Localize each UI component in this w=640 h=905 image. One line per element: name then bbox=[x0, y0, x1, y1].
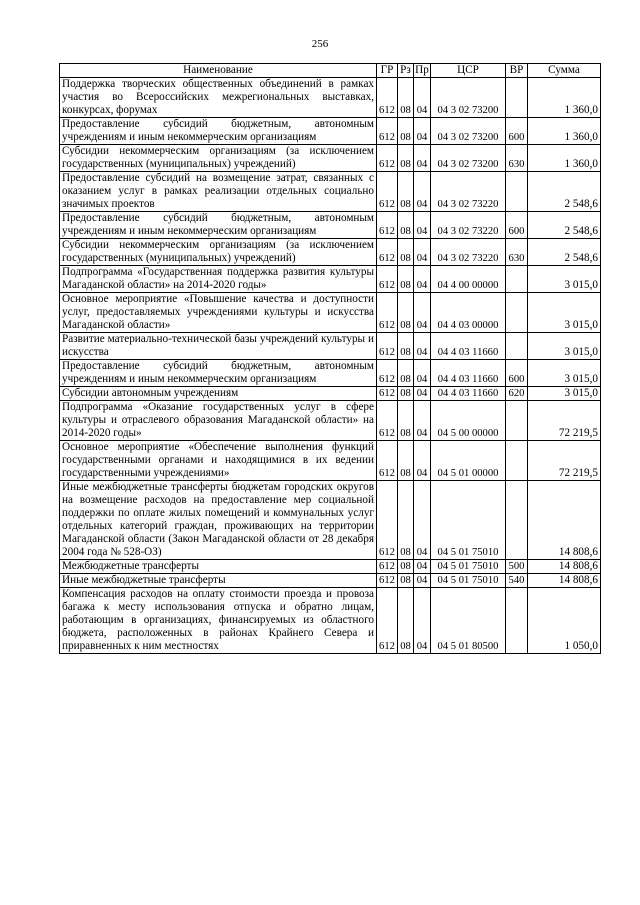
row-csr: 04 3 02 73200 bbox=[431, 145, 506, 172]
row-gr: 612 bbox=[377, 560, 398, 574]
row-vr bbox=[506, 588, 528, 654]
row-vr bbox=[506, 293, 528, 333]
table-row bbox=[60, 293, 601, 333]
table-row bbox=[60, 387, 601, 401]
row-vr: 600 bbox=[506, 212, 528, 239]
table-row bbox=[60, 574, 601, 588]
table-row bbox=[60, 588, 601, 654]
row-vr: 630 bbox=[506, 239, 528, 266]
row-vr bbox=[506, 401, 528, 441]
page-number: 256 bbox=[311, 38, 329, 50]
row-rz: 08 bbox=[398, 387, 414, 401]
row-sum: 14 808,6 bbox=[528, 560, 601, 574]
row-csr: 04 5 01 00000 bbox=[431, 441, 506, 481]
table-row bbox=[60, 333, 601, 360]
row-rz: 08 bbox=[398, 481, 414, 560]
header-csr: ЦСР bbox=[431, 64, 506, 78]
row-sum: 14 808,6 bbox=[528, 481, 601, 560]
row-rz: 08 bbox=[398, 401, 414, 441]
row-name: Предоставление субсидий бюджетным, автономным учреждениям и иным некоммерческим организациям bbox=[60, 360, 377, 387]
row-rz: 08 bbox=[398, 172, 414, 212]
row-name: Компенсация расходов на оплату стоимости проезда и провоза багажа к месту использования отпуска и обратно лицам, работающим в организациях, финансируемых из областного бюджета, расположенных в районах Крайнего Севера и приравненных к ним местностях bbox=[60, 588, 377, 654]
row-sum: 72 219,5 bbox=[528, 441, 601, 481]
row-rz: 08 bbox=[398, 360, 414, 387]
row-gr: 612 bbox=[377, 360, 398, 387]
row-name: Основное мероприятие «Обеспечение выполнения функций государственными органами и находящимися в их ведении государственными учреждениями» bbox=[60, 441, 377, 481]
row-csr: 04 4 03 00000 bbox=[431, 293, 506, 333]
row-name: Субсидии автономным учреждениям bbox=[60, 387, 377, 401]
row-pr: 04 bbox=[414, 588, 431, 654]
row-name: Предоставление субсидий бюджетным, автономным учреждениям и иным некоммерческим организациям bbox=[60, 212, 377, 239]
row-rz: 08 bbox=[398, 118, 414, 145]
table-row bbox=[60, 360, 601, 387]
row-pr: 04 bbox=[414, 118, 431, 145]
row-gr: 612 bbox=[377, 588, 398, 654]
row-gr: 612 bbox=[377, 145, 398, 172]
row-name: Развитие материально-технической базы учреждений культуры и искусства bbox=[60, 333, 377, 360]
row-gr: 612 bbox=[377, 574, 398, 588]
table-header-row bbox=[60, 64, 601, 78]
row-rz: 08 bbox=[398, 239, 414, 266]
row-sum: 3 015,0 bbox=[528, 333, 601, 360]
row-csr: 04 3 02 73220 bbox=[431, 239, 506, 266]
row-name: Межбюджетные трансферты bbox=[60, 560, 377, 574]
row-name: Предоставление субсидий бюджетным, автономным учреждениям и иным некоммерческим организациям bbox=[60, 118, 377, 145]
row-vr bbox=[506, 441, 528, 481]
row-name: Подпрограмма «Государственная поддержка развития культуры Магаданской области» на 2014-2020 годы» bbox=[60, 266, 377, 293]
row-gr: 612 bbox=[377, 239, 398, 266]
row-name: Основное мероприятие «Повышение качества и доступности услуг, предоставляемых учреждениями культуры и искусства Магаданской области» bbox=[60, 293, 377, 333]
row-pr: 04 bbox=[414, 239, 431, 266]
row-sum: 2 548,6 bbox=[528, 172, 601, 212]
table-row bbox=[60, 266, 601, 293]
row-rz: 08 bbox=[398, 560, 414, 574]
row-csr: 04 5 01 75010 bbox=[431, 560, 506, 574]
row-vr bbox=[506, 333, 528, 360]
row-gr: 612 bbox=[377, 118, 398, 145]
row-sum: 1 360,0 bbox=[528, 118, 601, 145]
row-pr: 04 bbox=[414, 212, 431, 239]
row-sum: 1 360,0 bbox=[528, 78, 601, 118]
row-rz: 08 bbox=[398, 588, 414, 654]
row-name: Субсидии некоммерческим организациям (за исключением государственных (муниципальных) учреждений) bbox=[60, 145, 377, 172]
row-pr: 04 bbox=[414, 333, 431, 360]
row-pr: 04 bbox=[414, 441, 431, 481]
row-name: Подпрограмма «Оказание государственных услуг в сфере культуры и отраслевого образования Магаданской области» на 2014-2020 годы» bbox=[60, 401, 377, 441]
row-rz: 08 bbox=[398, 78, 414, 118]
header-rz: Рз bbox=[398, 64, 414, 78]
row-gr: 612 bbox=[377, 401, 398, 441]
table-row bbox=[60, 441, 601, 481]
row-pr: 04 bbox=[414, 78, 431, 118]
row-rz: 08 bbox=[398, 293, 414, 333]
row-name: Иные межбюджетные трансферты bbox=[60, 574, 377, 588]
header-vr: ВР bbox=[506, 64, 528, 78]
row-gr: 612 bbox=[377, 387, 398, 401]
table-row bbox=[60, 560, 601, 574]
row-gr: 612 bbox=[377, 441, 398, 481]
row-gr: 612 bbox=[377, 481, 398, 560]
row-csr: 04 3 02 73220 bbox=[431, 172, 506, 212]
row-gr: 612 bbox=[377, 78, 398, 118]
row-pr: 04 bbox=[414, 293, 431, 333]
header-sum: Сумма bbox=[528, 64, 601, 78]
row-sum: 1 360,0 bbox=[528, 145, 601, 172]
row-sum: 3 015,0 bbox=[528, 387, 601, 401]
row-vr: 620 bbox=[506, 387, 528, 401]
row-pr: 04 bbox=[414, 387, 431, 401]
row-name: Субсидии некоммерческим организациям (за исключением государственных (муниципальных) учреждений) bbox=[60, 239, 377, 266]
row-rz: 08 bbox=[398, 145, 414, 172]
row-name: Предоставление субсидий на возмещение затрат, связанных с оказанием услуг в рамках реализации отдельных социально значимых проектов bbox=[60, 172, 377, 212]
row-sum: 3 015,0 bbox=[528, 293, 601, 333]
row-csr: 04 5 00 00000 bbox=[431, 401, 506, 441]
row-vr: 500 bbox=[506, 560, 528, 574]
row-csr: 04 3 02 73200 bbox=[431, 78, 506, 118]
row-csr: 04 5 01 75010 bbox=[431, 481, 506, 560]
row-sum: 2 548,6 bbox=[528, 239, 601, 266]
row-vr: 600 bbox=[506, 360, 528, 387]
row-sum: 14 808,6 bbox=[528, 574, 601, 588]
row-pr: 04 bbox=[414, 481, 431, 560]
row-csr: 04 4 00 00000 bbox=[431, 266, 506, 293]
table-row bbox=[60, 401, 601, 441]
row-sum: 3 015,0 bbox=[528, 360, 601, 387]
table-row bbox=[60, 118, 601, 145]
row-csr: 04 4 03 11660 bbox=[431, 333, 506, 360]
row-name: Поддержка творческих общественных объединений в рамках участия во Всероссийских межрегиональных выставках, конкурсах, форумах bbox=[60, 78, 377, 118]
header-pr: Пр bbox=[415, 64, 429, 76]
table-row bbox=[60, 78, 601, 118]
row-pr: 04 bbox=[414, 574, 431, 588]
row-gr: 612 bbox=[377, 172, 398, 212]
row-pr: 04 bbox=[414, 266, 431, 293]
row-rz: 08 bbox=[398, 441, 414, 481]
row-rz: 08 bbox=[398, 266, 414, 293]
row-vr: 540 bbox=[506, 574, 528, 588]
table-row bbox=[60, 481, 601, 560]
row-vr bbox=[506, 266, 528, 293]
row-vr bbox=[506, 481, 528, 560]
row-sum: 3 015,0 bbox=[528, 266, 601, 293]
table-row bbox=[60, 212, 601, 239]
row-rz: 08 bbox=[398, 574, 414, 588]
row-vr: 630 bbox=[506, 145, 528, 172]
table-row bbox=[60, 145, 601, 172]
row-vr: 600 bbox=[506, 118, 528, 145]
row-sum: 72 219,5 bbox=[528, 401, 601, 441]
row-pr: 04 bbox=[414, 401, 431, 441]
row-gr: 612 bbox=[377, 266, 398, 293]
row-pr: 04 bbox=[414, 172, 431, 212]
row-gr: 612 bbox=[377, 212, 398, 239]
table-row bbox=[60, 172, 601, 212]
row-rz: 08 bbox=[398, 212, 414, 239]
row-sum: 2 548,6 bbox=[528, 212, 601, 239]
row-csr: 04 3 02 73200 bbox=[431, 118, 506, 145]
row-csr: 04 4 03 11660 bbox=[431, 360, 506, 387]
row-pr: 04 bbox=[414, 360, 431, 387]
row-rz: 08 bbox=[398, 333, 414, 360]
row-csr: 04 3 02 73220 bbox=[431, 212, 506, 239]
row-csr: 04 5 01 80500 bbox=[431, 588, 506, 654]
header-gr: ГР bbox=[377, 64, 398, 78]
row-pr: 04 bbox=[414, 560, 431, 574]
row-csr: 04 5 01 75010 bbox=[431, 574, 506, 588]
row-vr bbox=[506, 172, 528, 212]
table-row bbox=[60, 239, 601, 266]
row-sum: 1 050,0 bbox=[528, 588, 601, 654]
row-gr: 612 bbox=[377, 293, 398, 333]
row-csr: 04 4 03 11660 bbox=[431, 387, 506, 401]
row-name: Иные межбюджетные трансферты бюджетам городских округов на возмещение расходов на предоставление мер социальной поддержки по оплате жилых помещений и коммунальных услуг отдельных категорий граждан, проживающих на территории Магаданской области (Закон Магаданской области от 28 декабря 2004 года № 528-ОЗ) bbox=[60, 481, 377, 560]
row-pr: 04 bbox=[414, 145, 431, 172]
row-vr bbox=[506, 78, 528, 118]
header-name: Наименование bbox=[60, 64, 377, 78]
row-gr: 612 bbox=[377, 333, 398, 360]
budget-table bbox=[59, 63, 601, 654]
